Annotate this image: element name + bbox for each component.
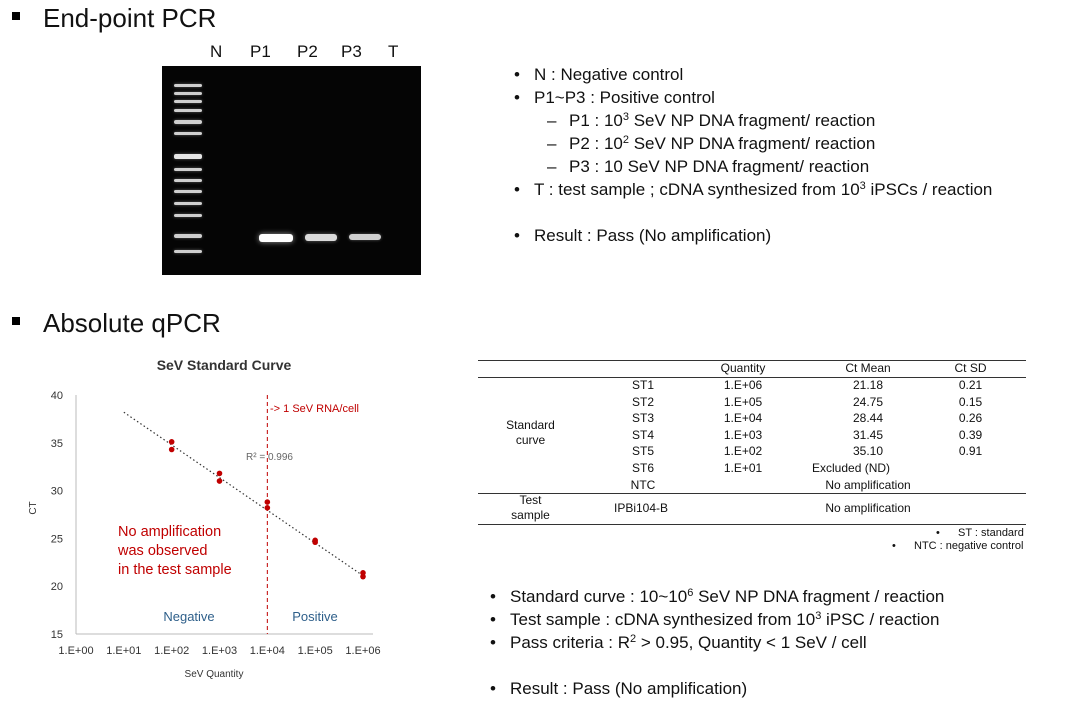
cell-ct-sd: 0.21 [958,378,983,392]
group-label-standard-line1: Standard [506,418,555,432]
ladder-band [174,154,202,159]
note-pass-rest: > 0.95, Quantity < 1 SeV / cell [636,633,867,652]
abbr-note-ntc [892,540,1024,552]
annotation-line-3: in the test sample [118,562,232,578]
cell-sample: ST5 [631,444,654,459]
gel-image [162,66,421,275]
ladder-band [174,168,202,171]
gel-band-p2 [305,234,337,241]
cell-quantity: 1.E+04 [723,411,763,426]
note-p2-text: P2 : 10 [569,134,623,153]
note-qpcr-test-sample [488,608,944,631]
gel-band-p3 [349,234,381,240]
note-negative-control: • N : Negative control [512,63,992,86]
y-tick-label: 25 [50,533,63,546]
x-tick-label: 1.E+00 [58,645,94,657]
section-title-qpcr: Absolute qPCR [43,308,221,338]
x-tick-label: 1.E+02 [154,645,190,657]
data-point [169,439,175,445]
note-test-text: T : test sample ; cDNA synthesized from 10 [534,180,860,199]
note-p1-text: P1 : 10 [569,111,623,130]
abbr-bullet: • [936,527,940,539]
table-header-row [478,360,1026,377]
note-spacer [512,201,992,224]
ladder-band [174,179,202,182]
standard-curve-chart [0,350,400,690]
y-tick-label: 35 [50,437,63,450]
note-qtest-text: Test sample : cDNA synthesized from 10 [510,610,816,629]
abbr-bullet: • [892,540,896,552]
note-p2 [512,132,992,155]
cell-ct-sd: 0.15 [958,394,983,409]
cell-quantity: 1.E+05 [723,394,763,409]
lane-label-t: T [388,42,399,61]
abbr-note-st [936,527,1024,539]
annotation-line-1: No amplification [118,524,222,540]
table-bottom-rule [478,524,1026,525]
note-std-rest: SeV NP DNA fragment / reaction [693,587,945,606]
note-std-exponent: 6 [687,587,694,599]
x-tick-label: 1.E+04 [249,645,285,657]
r-squared-label: R² = 0.996 [246,452,293,463]
x-tick-label: 1.E+01 [106,645,142,657]
cell-sample: ST1 [631,378,654,392]
x-tick-label: 1.E+05 [297,645,333,657]
data-point [265,505,271,511]
note-endpoint-result: • Result : Pass (No amplification) [512,224,992,247]
note-qtest-rest: iPSC / reaction [821,610,940,629]
cell-ct-sd: 0.26 [958,411,983,426]
data-point [265,499,271,505]
cell-test-sample: IPBi104-B [613,501,669,515]
note-p1-rest: SeV NP DNA fragment/ reaction [629,111,876,130]
group-label-standard [488,418,573,448]
data-point [360,574,366,580]
y-tick-label: 30 [50,485,63,498]
cell-ct-sd: 0.91 [958,444,983,459]
region-label-negative: Negative [163,609,215,624]
cell-ct-mean: 35.10 [852,444,884,459]
lane-label-p3: P3 [341,42,362,61]
ladder-band [174,100,202,103]
table-row [478,394,1026,411]
x-axis-label: SeV Quantity [184,669,244,680]
cell-sample: NTC [630,477,656,492]
cell-quantity: 1.E+03 [723,427,763,442]
y-tick-label: 40 [50,390,63,402]
note-test-exponent: 3 [859,180,866,192]
cell-sample: ST3 [631,411,654,426]
group-label-test-line1: Test [519,493,542,507]
data-point [217,471,223,477]
note-spacer [488,654,944,677]
table-row [478,460,1026,477]
note-p1-exponent: 3 [622,111,629,123]
region-label-positive: Positive [292,609,338,624]
ladder-band [174,190,202,193]
cell-test-result: No amplification [825,501,911,515]
note-standard-curve [488,585,944,608]
cell-ct-mean: No amplification [825,477,911,492]
note-pass-text: Pass criteria : R [510,633,630,652]
data-point [217,478,223,484]
note-std-text: Standard curve : 10~10 [510,587,688,606]
ladder-band [174,84,202,87]
group-label-standard-line2: curve [515,433,546,447]
x-tick-label: 1.E+06 [345,645,381,657]
table-row [478,477,1026,494]
note-test-rest: iPSCs / reaction [865,180,993,199]
qpcr-notes-list [488,585,944,700]
section-bullet-qpcr [12,317,20,325]
ladder-band [174,120,202,124]
ladder-band [174,109,202,112]
lane-label-p1: P1 [250,42,271,61]
cell-quantity: 1.E+06 [723,378,763,392]
abbr-ntc-text: NTC : negative control [914,540,1024,552]
cell-quantity: 1.E+02 [723,444,763,459]
cell-sample: ST2 [631,394,654,409]
group-label-test-line2: sample [511,508,550,522]
cell-ct-sd: 0.39 [958,427,983,442]
ladder-band [174,214,202,217]
section-bullet-endpoint [12,12,20,20]
ladder-band [174,250,202,253]
cell-sample: ST4 [631,427,654,442]
cell-ct-mean: 24.75 [852,394,884,409]
cell-ct-mean: Excluded (ND) [812,461,891,475]
section-title-endpoint: End-point PCR [43,3,217,33]
abbr-st-text: ST : standard [958,527,1024,539]
lane-label-n: N [210,42,223,61]
x-tick-label: 1.E+03 [201,645,238,657]
gel-band-p1 [259,234,293,242]
y-tick-label: 20 [50,581,63,594]
threshold-label: -> 1 SeV RNA/cell [270,403,359,415]
ladder-band [174,234,202,238]
note-p3: – P3 : 10 SeV NP DNA fragment/ reaction [512,155,992,178]
ladder-band [174,202,202,205]
cell-ct-mean: 21.18 [852,378,884,392]
data-point [312,539,318,545]
note-p2-rest: SeV NP DNA fragment/ reaction [629,134,876,153]
note-p2-exponent: 2 [622,134,629,146]
endpoint-notes-list [512,63,992,247]
note-qtest-exponent: 3 [815,610,822,622]
y-tick-label: 15 [50,629,63,641]
cell-sample: ST6 [631,461,654,475]
note-test-sample [512,178,992,201]
data-point [169,447,175,453]
note-pass-exponent: 2 [629,633,637,645]
note-pass-criteria [488,631,944,654]
header-ct-sd: Ct SD [954,361,987,375]
lane-label-p2: P2 [297,42,318,61]
table-row [478,377,1026,394]
header-ct-mean: Ct Mean [845,361,891,375]
y-axis-label: CT [28,501,39,515]
chart-title: SeV Standard Curve [156,357,292,373]
header-quantity: Quantity [720,361,766,375]
note-positive-control: • P1~P3 : Positive control [512,86,992,109]
annotation-line-2: was observed [118,543,208,559]
cell-quantity: 1.E+01 [723,461,763,475]
note-p1 [512,109,992,132]
cell-ct-mean: 28.44 [852,411,884,426]
ladder-band [174,92,202,95]
ladder-band [174,132,202,135]
note-qpcr-result: • Result : Pass (No amplification) [488,677,944,700]
cell-ct-mean: 31.45 [852,427,884,442]
table-row-test [478,500,1026,517]
